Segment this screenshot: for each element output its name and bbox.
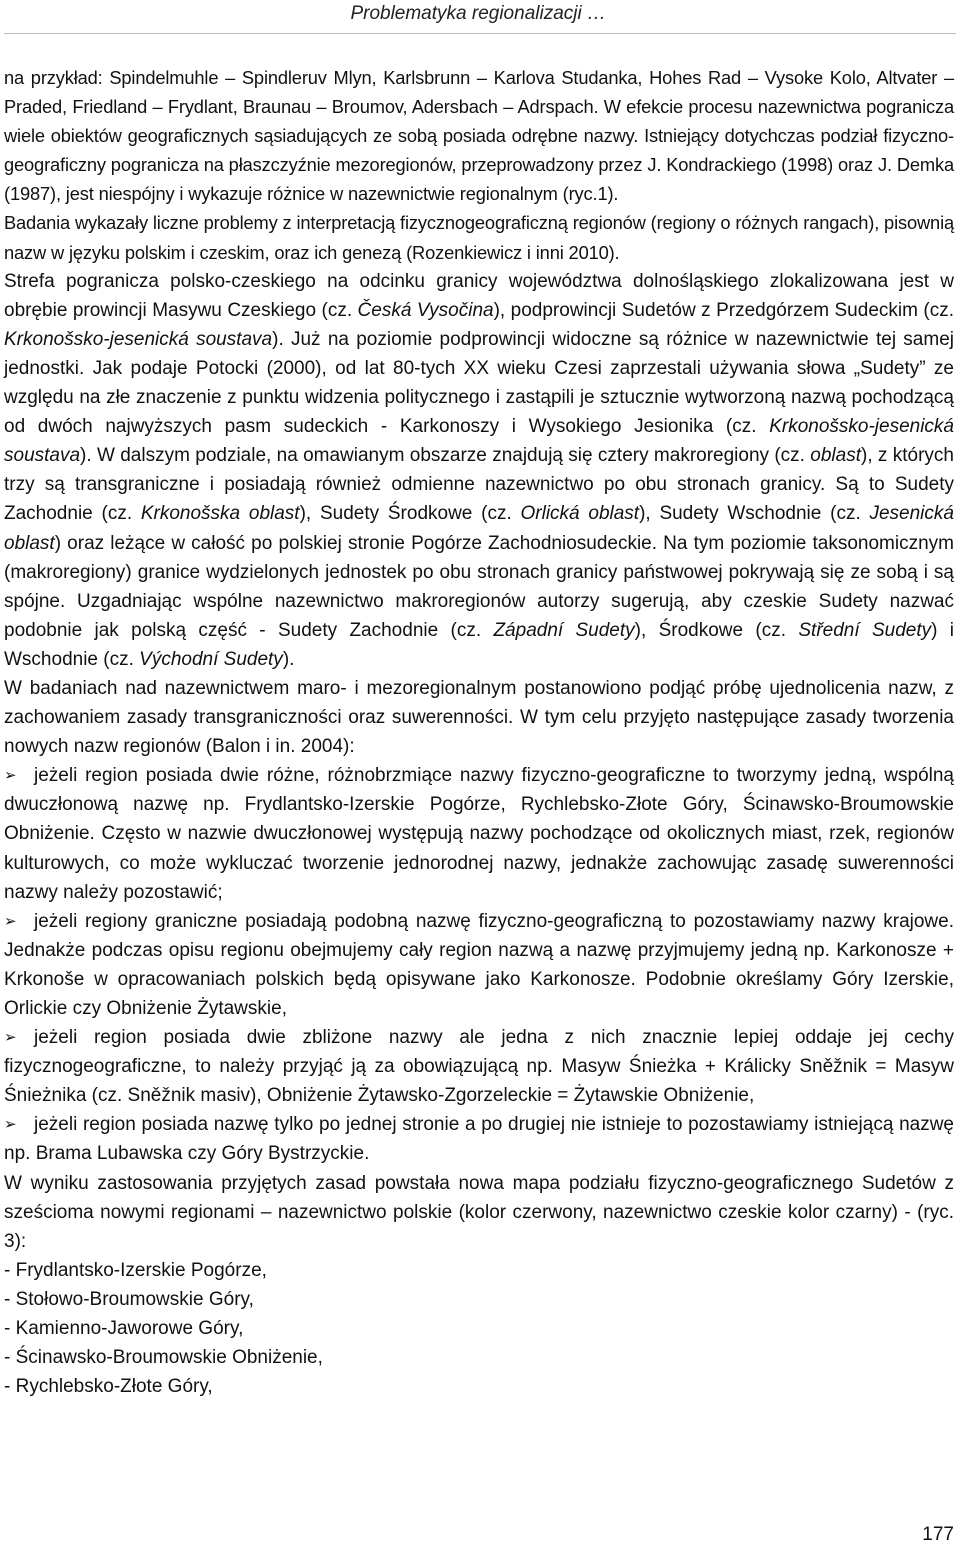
paragraph-new-map: W wyniku zastosowania przyjętych zasad powstała nowa mapa podziału fizyczno-geograficznego Sudetów z sześcioma nowymi regionami – nazewnictwo polskie (kolor czerwony, nazewnictwo czeskie kolor czarny) - (ryc. 3): (4, 1172, 954, 1252)
body-text (4, 63, 954, 1401)
bullet-item-rule-3: ➢ jeżeli region posiada dwie zbliżone nazwy ale jedna z nich znacznie lepiej oddaje jej cechy fizycznogeograficzne, to należy przyjąć ją za obowiązującą np. Masyw Śnieżka + Králicky Sněžnik = Masyw Śnieżnika (cz. Sněžnik masiv), Obniżenie Żytawsko-Zgorzeleckie = Żytawskie Obniżenie, (4, 1023, 954, 1110)
page-number: 177 (922, 1524, 954, 1545)
running-header: Problematyka regionalizacji … (350, 3, 606, 24)
arrow-bullet-icon: ➢ (4, 1028, 17, 1047)
list-item: - Rychlebsko-Złote Góry, (4, 1376, 213, 1398)
intro-block (4, 63, 954, 267)
arrow-bullet-icon: ➢ (4, 911, 17, 930)
bullet-item-rule-2: ➢ jeżeli regiony graniczne posiadają podobną nazwę fizyczno-geograficzną to pozostawiamy nazwy krajowe. Jednakże podczas opisu regionu obejmujemy cały region nazwą a nazwę przyjmujemy jedną np. Karkonosze + Krkonoše w opracowaniach polskich będą opisywane jako Karkonosze. Podobnie określamy Góry Izerskie, Orlickie czy Obniżenie Żytawskie, (4, 907, 954, 1023)
paragraph-naming-rules-intro: W badaniach nad nazewnictwem maro- i mezoregionalnym postanowiono podjąć próbę ujednolicenia nazw, z zachowaniem zasady transgraniczności oraz suwerenności. W tym celu przyjęto następujące zasady tworzenia nowych nazw regionów (Balon i in. 2004): (4, 677, 954, 758)
list-item: - Stołowo-Broumowskie Góry, (4, 1288, 254, 1310)
arrow-bullet-icon: ➢ (4, 1115, 17, 1134)
list-item: - Kamienno-Jaworowe Góry, (4, 1318, 244, 1340)
list-item: - Ścinawsko-Broumowskie Obniżenie, (4, 1347, 323, 1369)
bullet-item-rule-4: ➢ jeżeli region posiada nazwę tylko po jednej stronie a po drugiej nie istnieje to pozostawiamy istniejącą nazwę np. Brama Lubawska czy Góry Bystrzyckie. (4, 1110, 954, 1168)
arrow-bullet-icon: ➢ (4, 766, 17, 785)
new-regions-list (4, 1256, 954, 1401)
paragraph-research-problems: Badania wykazały liczne problemy z interpretacją fizycznogeograficzną regionów (regiony o różnych rangach), pisownią nazw w języku polskim i czeskim, oraz ich genezą (Rozenkiewicz i inni 2010). (4, 212, 954, 263)
list-item: - Frydlantsko-Izerskie Pogórze, (4, 1259, 267, 1281)
paragraph-border-zone: Strefa pogranicza polsko-czeskiego na odcinku granicy województwa dolnośląskiego zlokalizowana jest w obrębie prowincji Masywu Czeskiego (cz. Česká Vysočina), podprowincji Sudetów z Przedgórzem Sudeckim (cz. Krkonošsko-jesenická soustava). Już na poziomie podprowincji widoczne są różnice w nazewnictwie tej samej jednostki. Jak podaje Potocki (2000), od lat 80-tych XX wieku Czesi zaprzestali używania słowa „Sudety” ze względu na złe znaczenie z punktu widzenia politycznego i zastąpili je sztucznie wytworzoną nazwą pochodzącą od dwóch najwyższych pasm sudeckich - Karkonoszy i Wysokiego Jesionika (cz. Krkonošsko-jesenická soustava). W dalszym podziale, na omawianym obszarze znajdują się cztery makroregiony (cz. oblast), z których trzy są transgraniczne i posiadają również odmienne nazewnictwo po obu stronach granicy. Są to Sudety Zachodnie (cz. Krkonošska oblast), Sudety Środkowe (cz. Orlická oblast), Sudety Wschodnie (cz. Jesenická oblast) oraz leżące w całość po polskiej stronie Pogórze Zachodniosudeckie. Na tym poziomie taksonomicznym (makroregiony) granice wydzielonych jednostek po obu stronach granicy państwowej pokrywają się ze sobą i są spójne. Uzgadniając wspólne nazewnictwo makroregionów autorzy sugerują, aby czeskie Sudety nazwać podobnie jak polską część - Sudety Zachodnie (cz. Západní Sudety), Środkowe (cz. Střední Sudety) i Wschodnie (cz. Východní Sudety). (4, 270, 955, 670)
paragraph-place-names: na przykład: Spindelmuhle – Spindleruv Mlyn, Karlsbrunn – Karlova Studanka, Hohes Rad – Vysoke Kolo, Altvater – Praded, Friedland – Frydlant, Braunau – Broumov, Adersbach – Adrspach. W efekcie procesu nazewnictwa pogranicza wiele obiektów geograficznych sąsiadujących ze sobą posiada odrębne nazwy. Istniejący dotychczas podział fizyczno-geograficzny pogranicza na płaszczyźnie mezoregionów, przeprowadzony przez J. Kondrackiego (1998) oraz J. Demka (1987), jest niespójny i wykazuje różnice w nazewnictwie regionalnym (ryc.1). (4, 67, 954, 205)
bullet-item-rule-1: ➢ jeżeli region posiada dwie różne, różnobrzmiące nazwy fizyczno-geograficzne to tworzymy jedną, wspólną dwuczłonową nazwę np. Frydlantsko-Izerskie Pogórze, Rychlebsko-Złote Góry, Ścinawsko-Broumowskie Obniżenie. Często w nazwie dwuczłonowej występują nazwy pochodzące od okolicznych miast, rzek, regionów kulturowych, co może wykluczać tworzenie jednorodnej nazwy, jednakże zachowując zasadę suwerenności nazwy należy pozostawić; (4, 761, 954, 906)
header-divider (4, 33, 956, 34)
